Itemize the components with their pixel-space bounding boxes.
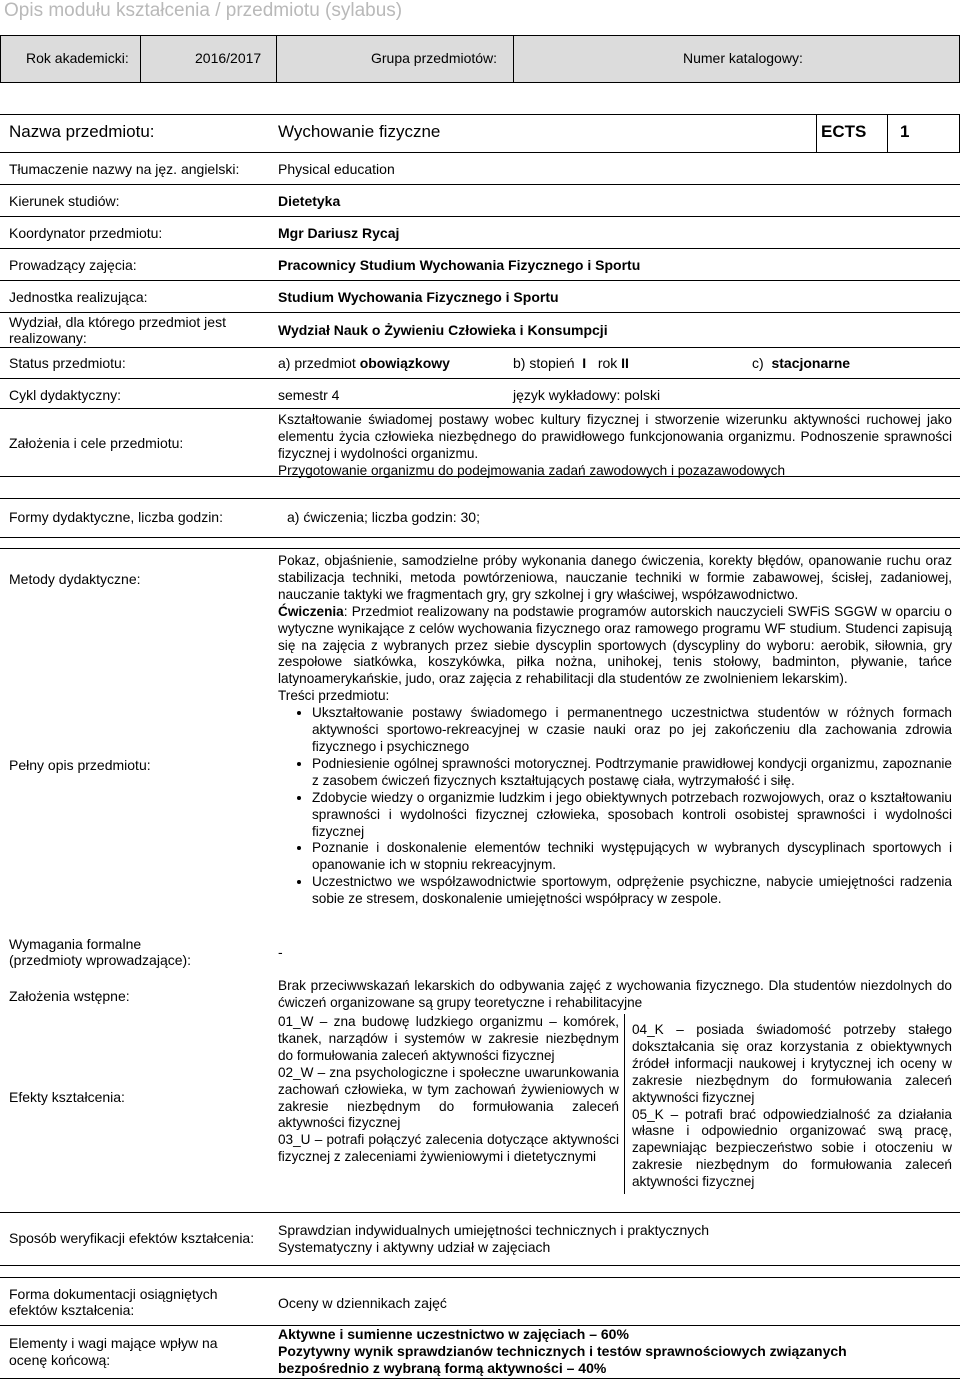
divider [0, 408, 960, 409]
field-label: Kierunek studiów: [9, 193, 120, 209]
goals-text [278, 412, 952, 480]
ects-label: ECTS [821, 122, 867, 141]
outcomes-right [632, 1022, 952, 1191]
course-group-label: Grupa przedmiotów: [371, 50, 498, 66]
grading-line3: bezpośrednio z wybraną formą aktywności – 40% [278, 1360, 607, 1376]
assumptions-value: Brak przeciwwskazań lekarskich do odbywania zajęć z wychowania fizycznego. Dla studentów niezdolnych do ćwiczeń organizowane są grupy teoretyczne i rehabilitacyjne [278, 978, 952, 1010]
field-value: Dietetyka [278, 193, 341, 209]
goals-label: Założenia i cele przedmiotu: [9, 435, 184, 451]
documentation-value: Oceny w dziennikach zajęć [278, 1295, 447, 1311]
outcome-item: 01_W – zna budowę ludzkiego organizmu – komórek, tkanek, narządów i systemów w zakresie niezbędnym do formułowania zaleceń aktywności fizycznej [278, 1014, 619, 1063]
grading-line1: Aktywne i sumienne uczestnictwo w zajęciach – 60% [278, 1326, 629, 1342]
divider [0, 280, 960, 281]
methods-label: Metody dydaktyczne: [9, 571, 141, 587]
divider [0, 347, 960, 348]
list-item: • Uczestnictwo we współzawodnictwie sportowym, odprężenie psychiczne, nabycie umiejętności radzenia sobie ze stresem, doskonalenie umiejętności współpracy w zespole. [312, 874, 952, 908]
status-type-value: obowiązkowy [359, 355, 450, 371]
requirements-label-line1: Wymagania formalne [9, 936, 142, 952]
catalog-number-label: Numer katalogowy: [683, 50, 803, 66]
coordinator-value: Mgr Dariusz Rycaj [278, 225, 400, 241]
divider [276, 35, 277, 83]
divider [513, 35, 514, 83]
description-paragraph [278, 604, 952, 689]
translation-value: Physical education [278, 161, 395, 177]
divider [0, 1212, 960, 1213]
grading-line2: Pozytywny wynik sprawdzianów technicznych i testów sprawnościowych związanych [278, 1343, 847, 1359]
academic-year-label: Rok akademicki: [26, 50, 129, 66]
coordinator-label: Koordynator przedmiotu: [9, 225, 163, 241]
outcomes-label: Efekty kształcenia: [9, 1089, 125, 1105]
contents-label: Treści przedmiotu: [278, 688, 390, 704]
requirements-label-line2: (przedmioty wprowadzające): [9, 952, 192, 968]
course-name-label: Nazwa przedmiotu: [9, 122, 155, 141]
contents-list [278, 705, 952, 908]
verification-label: Sposób weryfikacji efektów kształcenia: [9, 1230, 255, 1246]
list-item: • Poznanie i doskonalenie elementów techniki występujących w wybranych dyscyplinach sportowych i opanowanie ich w stopniu rekreacyjnym. [312, 840, 952, 874]
cycle-language: język wykładowy: polski [513, 387, 661, 403]
divider [0, 312, 960, 313]
methods-text: Pokaz, objaśnienie, samodzielne próby wykonania danego ćwiczenia, korekty błędów, opanowanie ruchu oraz stabilizacja techniki, metoda powtórzeniowa, nauczanie techniki w formie zabawowej, ścisłej, zadaniowej, nauczanie taktyki we fragmentach gry, gry szkolnej i gry właściwej, współzawodnictwo. [278, 553, 952, 602]
goals-paragraph-1: Kształtowanie świadomej postawy wobec kultury fizycznej i stworzenie wizerunku aktywności ruchowej jako elementu życia człowieka niezbędnego do prawidłowego funkcjonowania organizmu. Podnoszenie sprawności fizycznej i wydolności organizmu. [278, 412, 952, 461]
goals-paragraph-2: Przygotowanie organizmu do podejmowania zadań zawodowych i pozazawodowych [278, 462, 786, 478]
methods-description-block [278, 553, 952, 908]
divider [0, 498, 960, 499]
assumptions-label: Założenia wstępne: [9, 988, 130, 1004]
academic-year-value: 2016/2017 [195, 50, 262, 66]
forms-label: Formy dydaktyczne, liczba godzin: [9, 509, 223, 525]
cycle-label: Cykl dydaktyczny: [9, 387, 122, 403]
ects-value: 1 [900, 122, 910, 141]
outcome-item: 02_W – zna psychologiczne i społeczne uwarunkowania zachowań człowieka, w tym zachowań żywieniowych w zakresie niezbędnym do formułowania zaleceń aktywności fizycznej [278, 1064, 619, 1131]
unit-value: Studium Wychowania Fizycznego i Sportu [278, 289, 559, 305]
outcome-item: 04_K – posiada świadomość potrzeby stałego dokształcania się oraz korzystania z obiektywnych źródeł informacji naukowej i krytycznej ich oceny w zakresie niezbędnym do formułowania zaleceń aktywności fizycznej [632, 1022, 952, 1105]
status-label: Status przedmiotu: [9, 355, 126, 371]
status-mode [752, 355, 850, 372]
teachers-label: Prowadzący zajęcia: [9, 257, 137, 273]
divider [0, 216, 960, 217]
verification-line1: Sprawdzian indywidualnych umiejętności technicznych i praktycznych [278, 1222, 710, 1238]
divider [0, 548, 960, 549]
status-degree [513, 355, 629, 372]
divider [0, 152, 960, 153]
unit-label: Jednostka realizująca: [9, 289, 148, 305]
divider [624, 1014, 625, 1194]
faculty-label-line2: realizowany: [9, 330, 87, 346]
divider [140, 35, 141, 83]
outcomes-left [278, 1014, 619, 1166]
status-degree-prefix: b) stopień [513, 355, 579, 371]
divider [0, 378, 960, 379]
status-mode-value: stacjonarne [771, 355, 851, 371]
outcome-item: 03_U – potrafi połączyć zalecenia dotyczące aktywności fizycznej z zaleceniami żywieniowymi i dietetycznymi [278, 1132, 619, 1165]
requirements-value: - [278, 944, 283, 960]
faculty-label-line1: Wydział, dla którego przedmiot jest [9, 314, 226, 330]
teachers-value: Pracownicy Studium Wychowania Fizycznego i Sportu [278, 257, 641, 273]
description-label: Pełny opis przedmiotu: [9, 757, 151, 773]
course-name: Wychowanie fizyczne [278, 122, 441, 141]
divider [0, 248, 960, 249]
faculty-value: Wydział Nauk o Żywieniu Człowieka i Konsumpcji [278, 322, 608, 338]
list-item: • Ukształtowanie postawy świadomego i permanentnego uczestnictwa studentów w różnych formach aktywności sportowo-rekreacyjnej w czasie nauki oraz po jej zakończeniu dla zachowania zdrowia fizycznego i psychicznego [312, 705, 952, 756]
divider [0, 1277, 960, 1278]
divider [816, 114, 817, 152]
status-degree-value: I [582, 355, 587, 371]
divider [0, 1265, 960, 1266]
status-type-prefix: a) przedmiot [278, 355, 360, 371]
documentation-label-line2: efektów kształcenia: [9, 1302, 135, 1318]
status-mode-prefix: c) [752, 355, 768, 371]
outcome-item: 05_K – potrafi brać odpowiedzialność za działania własne i odpowiednio organizować swą pracę, zapewniając bezpieczeństwo sobie i otoczeniu w zakresie niezbędnym do formułowania zaleceń aktywności fizycznej [632, 1106, 952, 1190]
status-year-prefix: rok [597, 355, 618, 371]
list-item: • Podniesienie ogólnej sprawności motorycznej. Podtrzymanie prawidłowej kondycji organizmu, zapoznanie z zasobem ćwiczeń fizycznych kształtujących postawę ciała, wytrzymałość i siłę. [312, 756, 952, 790]
documentation-label-line1: Forma dokumentacji osiągniętych [9, 1286, 218, 1302]
divider [0, 184, 960, 185]
description-lead: Ćwiczenia [278, 603, 344, 619]
divider [0, 537, 960, 538]
status-type [278, 355, 450, 372]
forms-value: a) ćwiczenia; liczba godzin: 30; [287, 509, 480, 525]
page-title: Opis modułu kształcenia / przedmiotu (sylabus) [4, 0, 403, 21]
divider [887, 114, 888, 152]
cycle-semester: semestr 4 [278, 387, 340, 403]
list-item: • Zdobycie wiedzy o organizmie ludzkim i jego obiektywnych potrzebach rozwojowych, oraz o kształtowaniu sprawności i wydolności fizycznej człowieka, sposobach kontroli osobistej sprawności i wydolności fizycznej [312, 790, 952, 841]
grading-label-line2: ocenę końcową: [9, 1352, 111, 1368]
status-year-value: II [621, 355, 629, 371]
translation-label: Tłumaczenie nazwy na jęz. angielski: [9, 161, 240, 177]
description-text: : Przedmiot realizowany na podstawie programów autorskich nauczycieli SWFiS SGGW w oparciu o wytyczne wynikające z celów wychowania fizycznego oraz ramowego programu WF studium. Studenci zapisują się na zajęcia z wybranych przez siebie dyscyplin sportowych (dyscypliny do wyboru: aerobik, siłownia, gry zespołowe siatkówka, koszykówka, piłka nożna, unihokej, tenis stołowy, badminton, pływanie, tańce latynoamerykańskie, judo, oraz zajęcia z rehabilitacji dla studentów ze zwolnieniem lekarskim). [278, 603, 952, 687]
grading-label-line1: Elementy i wagi mające wpływ na [9, 1335, 218, 1351]
verification-line2: Systematyczny i aktywny udział w zajęciach [278, 1239, 551, 1255]
